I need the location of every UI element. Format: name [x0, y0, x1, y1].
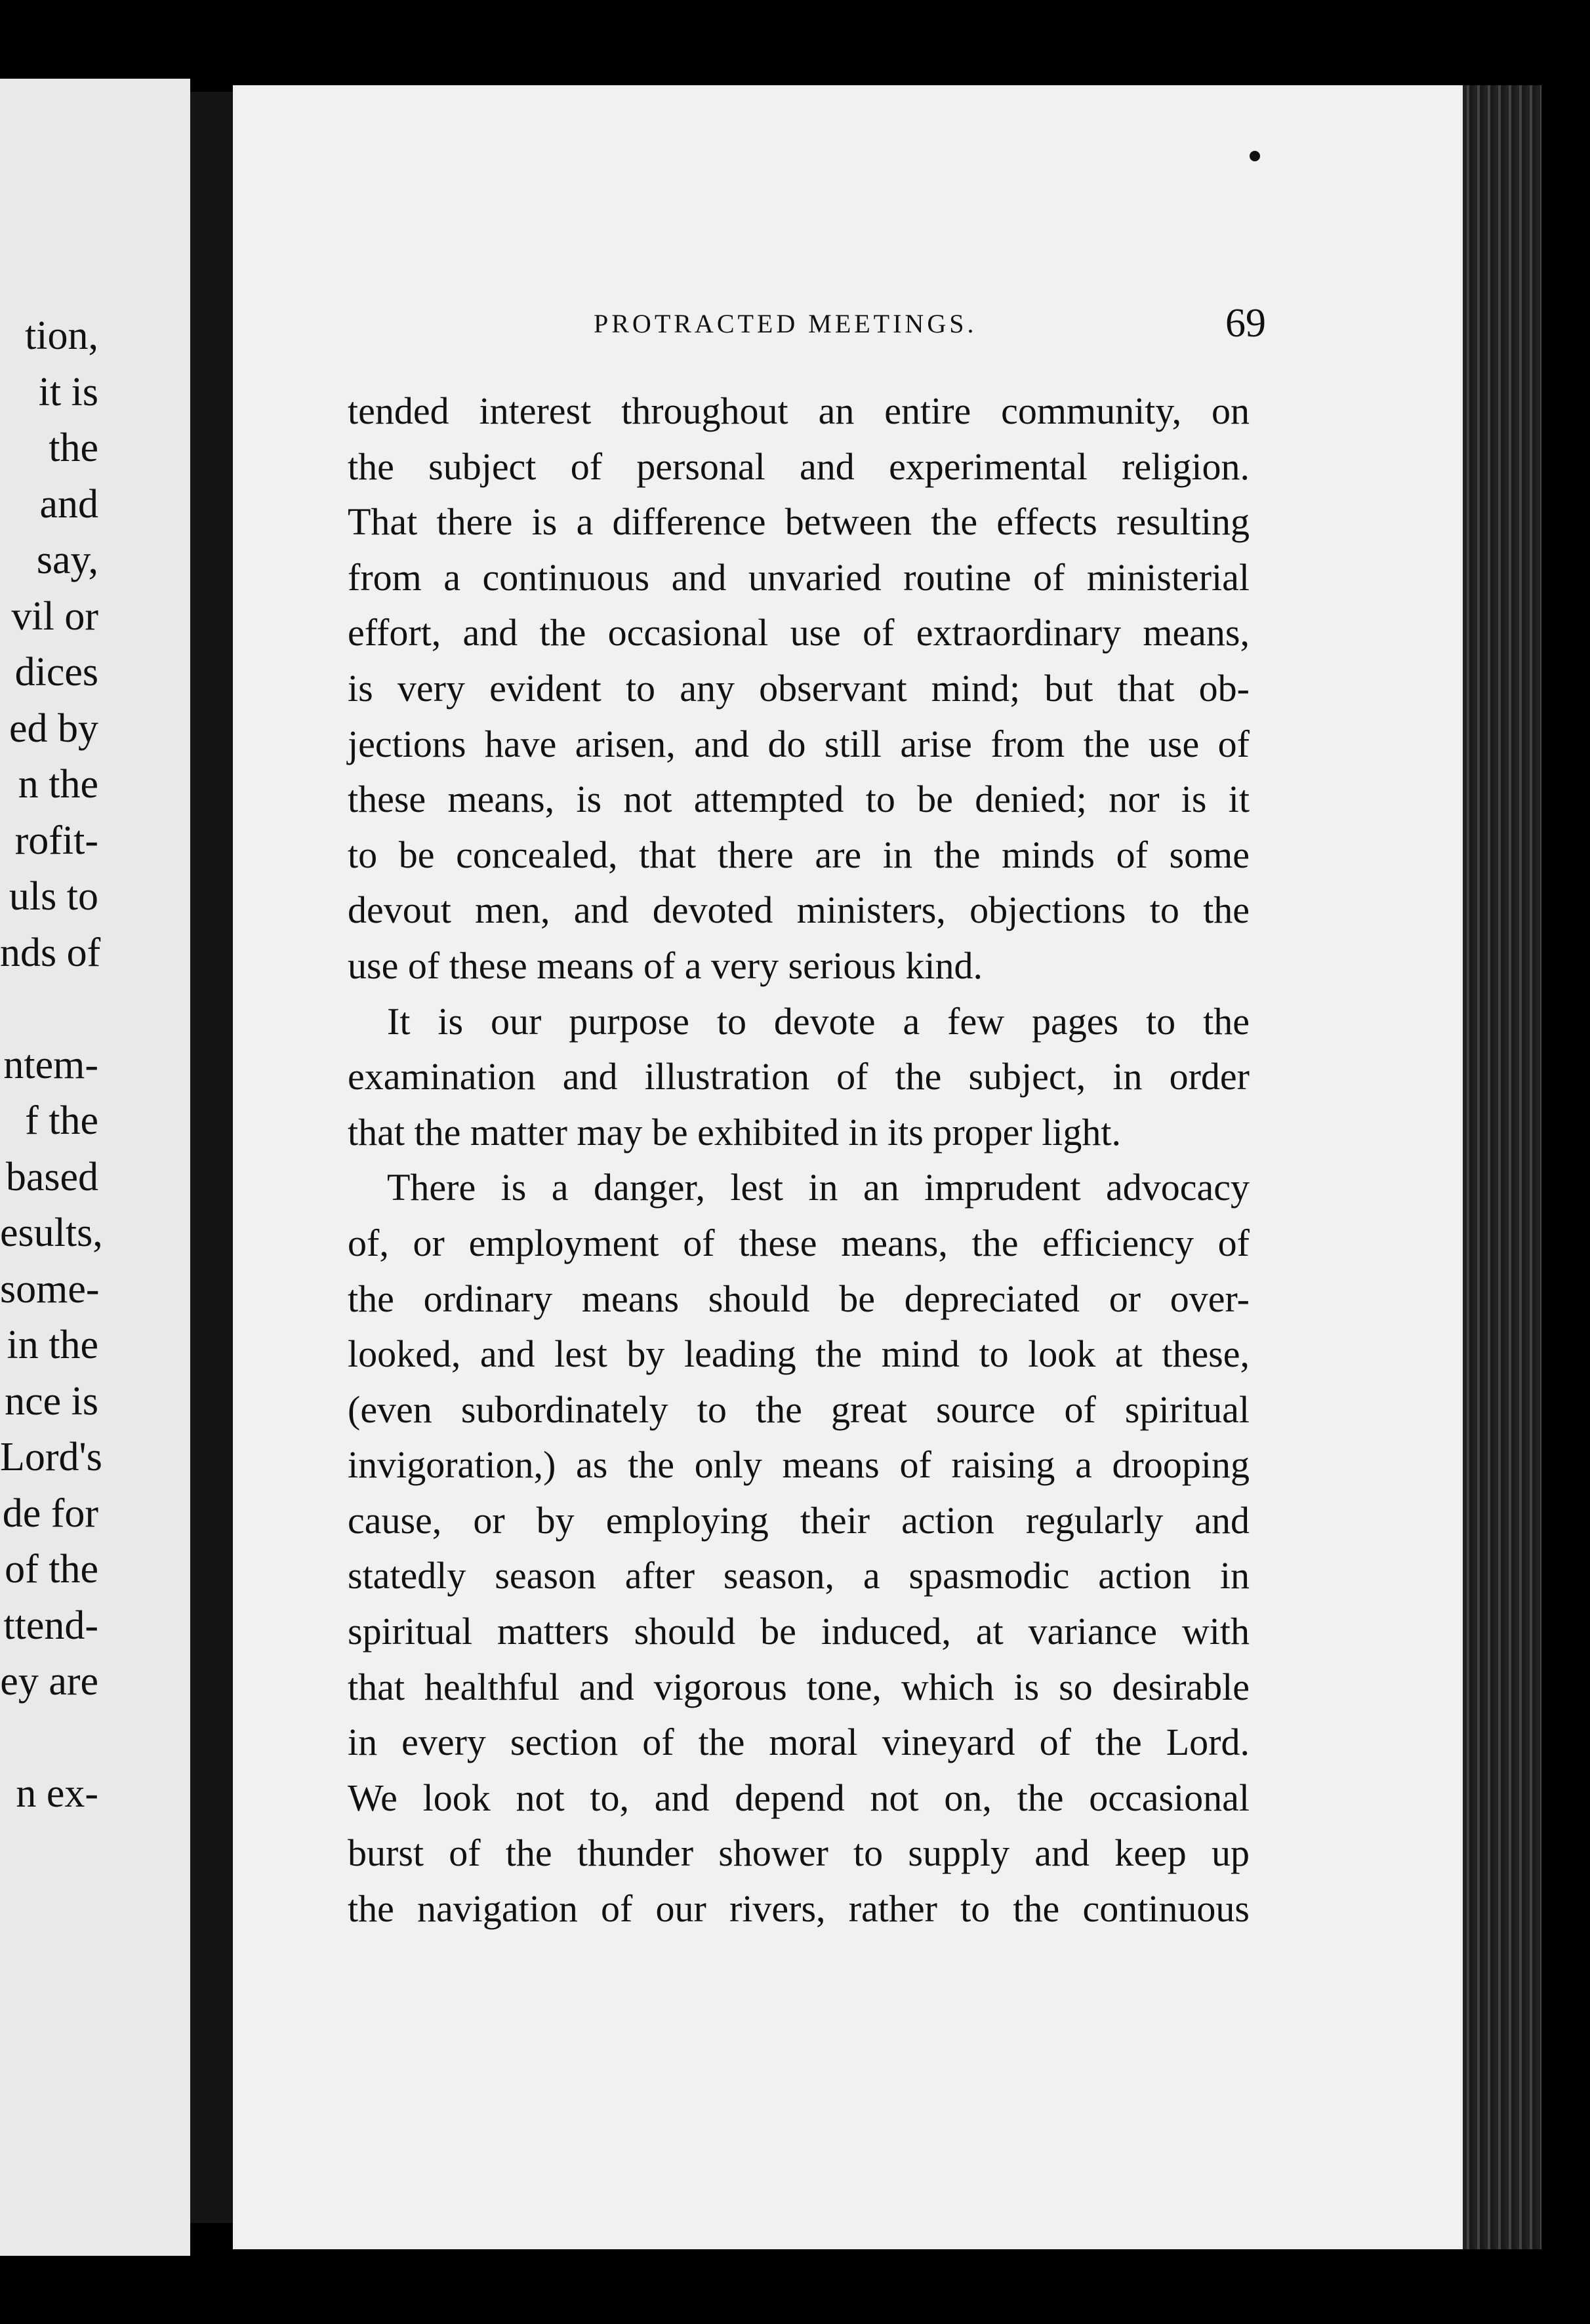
left-line: of the — [5, 1547, 98, 1592]
left-line: esults, — [0, 1211, 103, 1255]
page-header — [348, 302, 1266, 354]
text-line: There is a danger, lest in an imprudent advocacy — [387, 1166, 1250, 1209]
left-line: some- — [0, 1266, 100, 1312]
text-line: burst of the thunder shower to supply and keep up — [348, 1832, 1250, 1875]
text-line: that healthful and vigorous tone, which is so desirable — [348, 1665, 1250, 1708]
text-line: statedly season after season, a spasmodic action in — [348, 1554, 1250, 1597]
text-line: from a continuous and unvaried routine of ministerial — [348, 555, 1250, 599]
text-line: spiritual matters should be induced, at variance with — [348, 1610, 1250, 1653]
left-line: ttend- — [3, 1603, 98, 1648]
paragraph — [348, 1160, 1250, 1936]
text-line: That there is a difference between the effects resulting — [348, 500, 1250, 544]
paragraph — [348, 384, 1250, 994]
left-line: and — [39, 481, 98, 527]
text-line: We look not to, and depend not on, the occasional — [348, 1776, 1250, 1819]
left-line: the — [49, 426, 98, 470]
text-line: to be concealed, that there are in the minds of some — [348, 833, 1250, 876]
book-gutter — [190, 92, 236, 2223]
text-line: is very evident to any observant mind; but that ob- — [348, 666, 1250, 710]
paragraph — [348, 994, 1250, 1161]
text-line: It is our purpose to devote a few pages to the — [387, 999, 1250, 1043]
left-line — [0, 981, 98, 1037]
text-line: tended interest throughout an entire community, on — [348, 390, 1250, 432]
left-line: it is — [38, 369, 98, 414]
left-line: vil or — [11, 593, 98, 639]
left-page-text — [0, 308, 103, 1822]
text-line: in every section of the moral vineyard of the Lord. — [348, 1721, 1250, 1764]
left-line: ed by — [9, 706, 98, 751]
running-head: PROTRACTED MEETINGS. — [594, 309, 977, 338]
left-line: uls to — [9, 874, 98, 919]
text-line: invigoration,) as the only means of raising a drooping — [348, 1443, 1250, 1487]
left-line: de for — [2, 1491, 98, 1536]
left-line: based — [5, 1154, 98, 1199]
left-line: rofit- — [14, 818, 98, 863]
left-line: in the — [7, 1323, 98, 1367]
text-line: looked, and lest by leading the mind to look at these, — [348, 1332, 1250, 1376]
text-line: that the matter may be exhibited in its proper light. — [348, 1110, 1122, 1153]
text-line: effort, and the occasional use of extraordinary means, — [348, 611, 1250, 654]
text-line: the ordinary means should be depreciated or over- — [348, 1277, 1250, 1320]
text-line: use of these means of a very serious kind. — [348, 944, 983, 987]
left-line: nce is — [5, 1378, 98, 1424]
text-line: the subject of personal and experimental religion. — [348, 445, 1250, 488]
left-line: f the — [25, 1098, 98, 1143]
text-line: examination and illustration of the subject, in order — [348, 1055, 1250, 1098]
left-line: nds of — [0, 930, 101, 975]
text-line: (even subordinately to the great source of spiritual — [348, 1388, 1250, 1431]
text-line: devout men, and devoted ministers, objections to the — [348, 889, 1250, 932]
left-line: ntem- — [3, 1042, 98, 1087]
ink-speck — [1250, 151, 1260, 161]
left-line: say, — [36, 538, 98, 582]
left-line — [0, 1710, 98, 1767]
text-line: of, or employment of these means, the efficiency of — [348, 1221, 1250, 1264]
left-line: n the — [18, 762, 98, 807]
left-line: ey are — [0, 1659, 98, 1704]
text-line: cause, or by employing their action regularly and — [348, 1498, 1250, 1542]
text-line: these means, is not attempted to be denied; nor is it — [348, 778, 1250, 821]
left-line: dices — [14, 650, 98, 694]
text-line: jections have arisen, and do still arise from the use of — [348, 722, 1250, 765]
left-line: Lord's — [0, 1435, 102, 1479]
body-text — [348, 384, 1250, 1937]
left-line: tion, — [25, 313, 98, 358]
text-line: the navigation of our rivers, rather to the continuous — [348, 1887, 1250, 1931]
page-number: 69 — [1225, 301, 1266, 346]
page-edges — [1463, 85, 1541, 2249]
left-line: n ex- — [16, 1771, 98, 1816]
